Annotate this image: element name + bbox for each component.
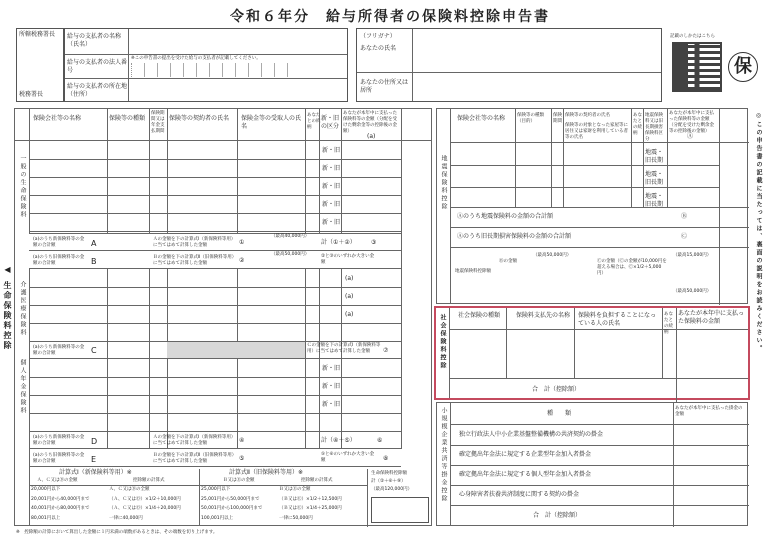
small-business-label: 小規模企業共済等掛金控除 (440, 407, 447, 503)
small-row-3: 確定拠出年金法に規定する個人型年金加入者掛金 (459, 471, 592, 478)
payer-number-label: 給与の支払者の法人番号 (67, 59, 128, 74)
cap-40-a: （最高40,000円） (271, 234, 310, 239)
formula-calc: 一律に50,000円 (279, 515, 313, 521)
formula-amount: 20,000円以下 (31, 487, 61, 492)
payer-number-field[interactable] (131, 63, 291, 77)
col-newold: 新・旧の区分 (321, 115, 340, 130)
social-label: 社会保険料控除 (439, 314, 446, 370)
eq-kind-field[interactable]: 地震・旧長期 (645, 193, 664, 208)
circle-1: ① (239, 239, 245, 246)
formula-table (29, 469, 367, 525)
total-label: 生命保険料控除額 (371, 471, 407, 476)
eq-col-target: 保険等の対象となった家屋等に居住又は家財を利用している者等の氏名 (565, 123, 628, 140)
formula-1-head-amount: Ａ、Ｃ又はⒹの金額 (37, 478, 78, 483)
eq-b-mark: Ⓑ (681, 213, 688, 220)
circle-3: ③ (371, 239, 377, 246)
small-row-4: 心身障害者扶養共済制度に関する契約の掛金 (459, 491, 580, 498)
eq-col-a: Ⓐ (687, 133, 694, 140)
newold-field[interactable]: 新・旧 (322, 165, 341, 172)
social-col-bearer: 保険料を負担することになっている人の氏名 (578, 312, 657, 327)
eq-col-period: 保険期間 (553, 113, 562, 124)
payer-name-field[interactable] (131, 31, 345, 53)
care-amount-a[interactable]: (a) (345, 311, 354, 318)
formula-amount: 100,001円以上 (201, 515, 234, 521)
circle-7: ⑦ (383, 347, 389, 354)
eq-col-type: 保険等の種類（目的） (517, 113, 544, 124)
formula-2-head-calc: 控除額の計算式 (301, 478, 333, 483)
your-name-field[interactable] (415, 31, 655, 71)
row-d-label: (a)のうち新保険料等の金額の合計額 (33, 435, 85, 446)
row-d-letter: D (91, 437, 98, 446)
formula-calc: （Ａ、Ｃ又はⒹ）×1/4＋20,000円 (109, 506, 181, 511)
formula-calc: （Ｂ又はⒺ）×1/2＋12,500円 (279, 496, 342, 502)
small-row-2: 確定拠出年金法に規定する企業型年金加入者掛金 (459, 451, 592, 458)
care-amount-a[interactable]: (a) (345, 275, 354, 282)
sum-1-label: 計（①＋②） (321, 239, 356, 246)
formula-1-title: 計算式Ⅰ（新保険料等用）※ (59, 469, 132, 476)
small-business-section (436, 402, 748, 526)
form-title: 令和６年分 給与所得者の保険料控除申告書 (230, 9, 550, 25)
life-insurance-side-label: ◀ 生命保険料控除 (3, 265, 12, 351)
newold-field[interactable]: 新・旧 (322, 383, 341, 390)
general-life-label: 一般の生命保険料 (19, 155, 26, 219)
formula-2-title: 計算式Ⅱ（旧保険料等用）※ (229, 469, 303, 476)
social-insurance-section (434, 306, 750, 400)
total-formula: 計（②＋⑥＋⑨） (371, 479, 406, 484)
sum-2-label: 計（④＋⑤） (321, 437, 356, 444)
care-medical-label: 介護医療保険料 (19, 281, 26, 337)
your-name-label: あなたの氏名 (360, 45, 397, 52)
row-b-label: (a)のうち旧保険料等の金額の合計額 (33, 255, 85, 266)
formula-calc: （Ａ、Ｃ又はⒹ）×1/2＋10,000円 (109, 496, 181, 502)
eq-kind-field[interactable]: 地震・旧長期 (645, 149, 664, 164)
row-e-label: (a)のうち旧保険料等の金額の合計額 (33, 453, 85, 464)
circle-5: ⑤ (239, 455, 245, 462)
your-address-field[interactable] (415, 75, 655, 101)
formula-amount: 40,001円から80,000円まで (31, 506, 90, 511)
eq-col-relation: あなたとの続柄 (633, 113, 642, 136)
pick-1-label: ②と③のいずれか大きい金額 (321, 254, 375, 265)
furigana-label: （フリガナ） (360, 33, 396, 40)
formula-calc: （Ｂ又はⒺ）×1/4＋25,000円 (279, 506, 342, 511)
row-e-letter: E (91, 455, 97, 464)
row-c-label: (a)のうち新保険料等の金額の合計額 (33, 345, 85, 356)
calc-c-label: Ｃの金額を下の計算式Ⅰ（新保険料等用）に当てはめて計算した金額 (307, 343, 381, 354)
instruction-note: ◎この申告書の記載に当たっては、裏面の説明をお読みください。 (755, 112, 762, 353)
col-receiver: 保険金等の受取人の氏名 (241, 115, 302, 130)
life-insurance-section (14, 108, 432, 526)
total-cap: （最高120,000円） (371, 487, 413, 492)
row-a-letter: A (91, 239, 97, 248)
circle-6: ⑥ (377, 437, 383, 444)
col-relation: あなたとの続柄 (307, 113, 321, 130)
row-c-letter: C (91, 346, 97, 355)
small-row-1: 独立行政法人中小企業基盤整備機構の共済契約の掛金 (459, 431, 604, 438)
small-col-amount: あなたが本年中に支払った掛金の金額 (675, 406, 743, 417)
col-period: 保険期間又は年金支払期間 (151, 111, 165, 134)
newold-field[interactable]: 新・旧 (322, 365, 341, 372)
eq-cap-50: （最高50,000円） (533, 253, 572, 258)
circle-2: ② (239, 257, 245, 264)
payer-address-label: 給与の支払者の所在地（住所） (67, 83, 128, 98)
social-col-type: 社会保険の種類 (458, 312, 501, 319)
formula-amount: 25,000円以下 (201, 487, 231, 492)
newold-field[interactable]: 新・旧 (322, 183, 341, 190)
social-col-amount: あなたが本年中に支払った保険料の金額 (678, 310, 745, 325)
formula-1-head-calc: 控除額の計算式 (133, 478, 165, 483)
newold-field[interactable]: 新・旧 (322, 219, 341, 226)
your-address-label: あなたの住所又は居所 (360, 79, 409, 94)
newold-field[interactable]: 新・旧 (322, 401, 341, 408)
qr-caption: 記載のしかたはこちら (670, 34, 715, 39)
eq-col-kind: 地震保険料又は旧長期損害保険料区分 (645, 113, 663, 142)
formula-calc: Ａ、Ｃ又はⒹの全額 (109, 487, 150, 492)
formula-amount: 80,001円以上 (31, 515, 61, 521)
social-entry-area[interactable] (452, 332, 744, 376)
circle-8: ⑧ (383, 455, 389, 462)
payer-name-label: 給与の支払者の名称（氏名） (67, 33, 122, 48)
social-col-relation: あなたとの続柄 (664, 312, 673, 335)
eq-col-contractor: 保険等の契約者の氏名 (565, 113, 610, 118)
formula-amount: 50,001円から100,000円まで (201, 506, 263, 511)
life-total-field[interactable] (371, 497, 429, 523)
col-a: (a) (367, 133, 376, 140)
qr-code-icon[interactable] (672, 42, 722, 92)
eq-total-cap: （最高50,000円） (673, 289, 712, 294)
tax-office-bottom-label: 税務署長 (19, 91, 44, 98)
circle-4: ④ (239, 437, 245, 444)
eq-b-amount-label: Ⓑの金額 (499, 259, 517, 264)
newold-field[interactable]: 新・旧 (322, 201, 341, 208)
earthquake-label: 地震保険料控除 (440, 155, 447, 211)
small-total-label: 合 計（控除額） (533, 512, 582, 519)
tax-office-label: 所轄税務署長 (19, 31, 56, 38)
row-a-label: (a)のうち新保険料等の金額の合計額 (33, 237, 85, 248)
eq-col-company: 保険会社等の名称 (457, 115, 506, 122)
eq-cap-15: （最高15,000円） (673, 253, 712, 258)
eq-col-amount: あなたが本年中に支払った保険料等の金額（分配を受けた剰余金等の控除後の金額） (669, 111, 714, 134)
formula-2-head-amount: Ｂ又はⒺの金額 (223, 478, 255, 483)
formula-amount: 25,001円から50,000円まで (201, 496, 260, 502)
formula-calc: Ｂ又はⒺの全額 (279, 487, 311, 492)
col-company: 保険会社等の名称 (33, 115, 82, 122)
col-type: 保険等の種類 (109, 115, 146, 122)
social-col-payee: 保険料支払先の名称 (516, 312, 571, 319)
earthquake-section (436, 108, 748, 304)
care-amount-a[interactable]: (a) (345, 293, 354, 300)
payer-address-field[interactable] (131, 81, 345, 101)
eq-deduct-label: 地震保険料控除額 (455, 269, 491, 274)
calc-new-label: Ａの金額を下の計算式Ⅰ（新保険料等用）に当てはめて計算した金額 (153, 237, 234, 248)
eq-c-rule: Ⓒの金額（Ⓒの金額が10,000円を超える場合は、Ⓒ×1/2＋5,000円） (597, 259, 667, 276)
shaded-area (167, 342, 305, 358)
eq-sum-b-label: Ⓐのうち地震保険料の金額の合計額 (457, 213, 554, 220)
col-amount: あなたが本年中に支払った保険料等の金額（分配を受けた剰余金等の控除後の金額） (343, 111, 397, 134)
eq-c-mark: Ⓒ (681, 233, 688, 240)
row-b-letter: B (91, 257, 97, 266)
eq-sum-c-label: Ⓐのうち旧長期損害保険料の金額の合計額 (457, 233, 572, 240)
col-contractor: 保険等の契約者の氏名 (169, 115, 230, 122)
tax-office-box[interactable] (16, 28, 64, 102)
calc-new-label-d: Ａの金額を下の計算式Ⅰ（新保険料等用）に当てはめて計算した金額 (153, 435, 234, 446)
formula-amount: 20,001円から40,000円まで (31, 496, 90, 502)
pension-label: 個人年金保険料 (19, 359, 26, 415)
calc-old-label-e: Ｂの金額を下の計算式Ⅱ（旧保険料等用）に当てはめて計算した金額 (153, 453, 234, 464)
payer-box (64, 28, 348, 102)
applicant-box (356, 28, 662, 102)
calc-old-label: Ｂの金額を下の計算式Ⅱ（旧保険料等用）に当てはめて計算した金額 (153, 255, 234, 266)
formula-calc: 一律に40,000円 (109, 515, 143, 521)
small-col-kind: 種 類 (547, 410, 572, 417)
social-total-label: 合 計（控除額） (532, 386, 581, 393)
footer-note: ※ 控除額の計算において算出した金額に１円未満の端数があるときは、その端数を切り上げます。 (16, 530, 218, 535)
pick-2-label: ⑤と⑥のいずれか大きい金額 (321, 452, 375, 463)
payer-number-note: ※この申告書の提出を受けた給与の支払者が記載してください。 (131, 56, 261, 61)
cap-50-b: （最高50,000円） (271, 252, 310, 257)
newold-field[interactable]: 新・旧 (322, 147, 341, 154)
eq-kind-field[interactable]: 地震・旧長期 (645, 171, 664, 186)
stamp-icon: 保 (728, 52, 758, 82)
social-total-field[interactable] (678, 380, 746, 398)
